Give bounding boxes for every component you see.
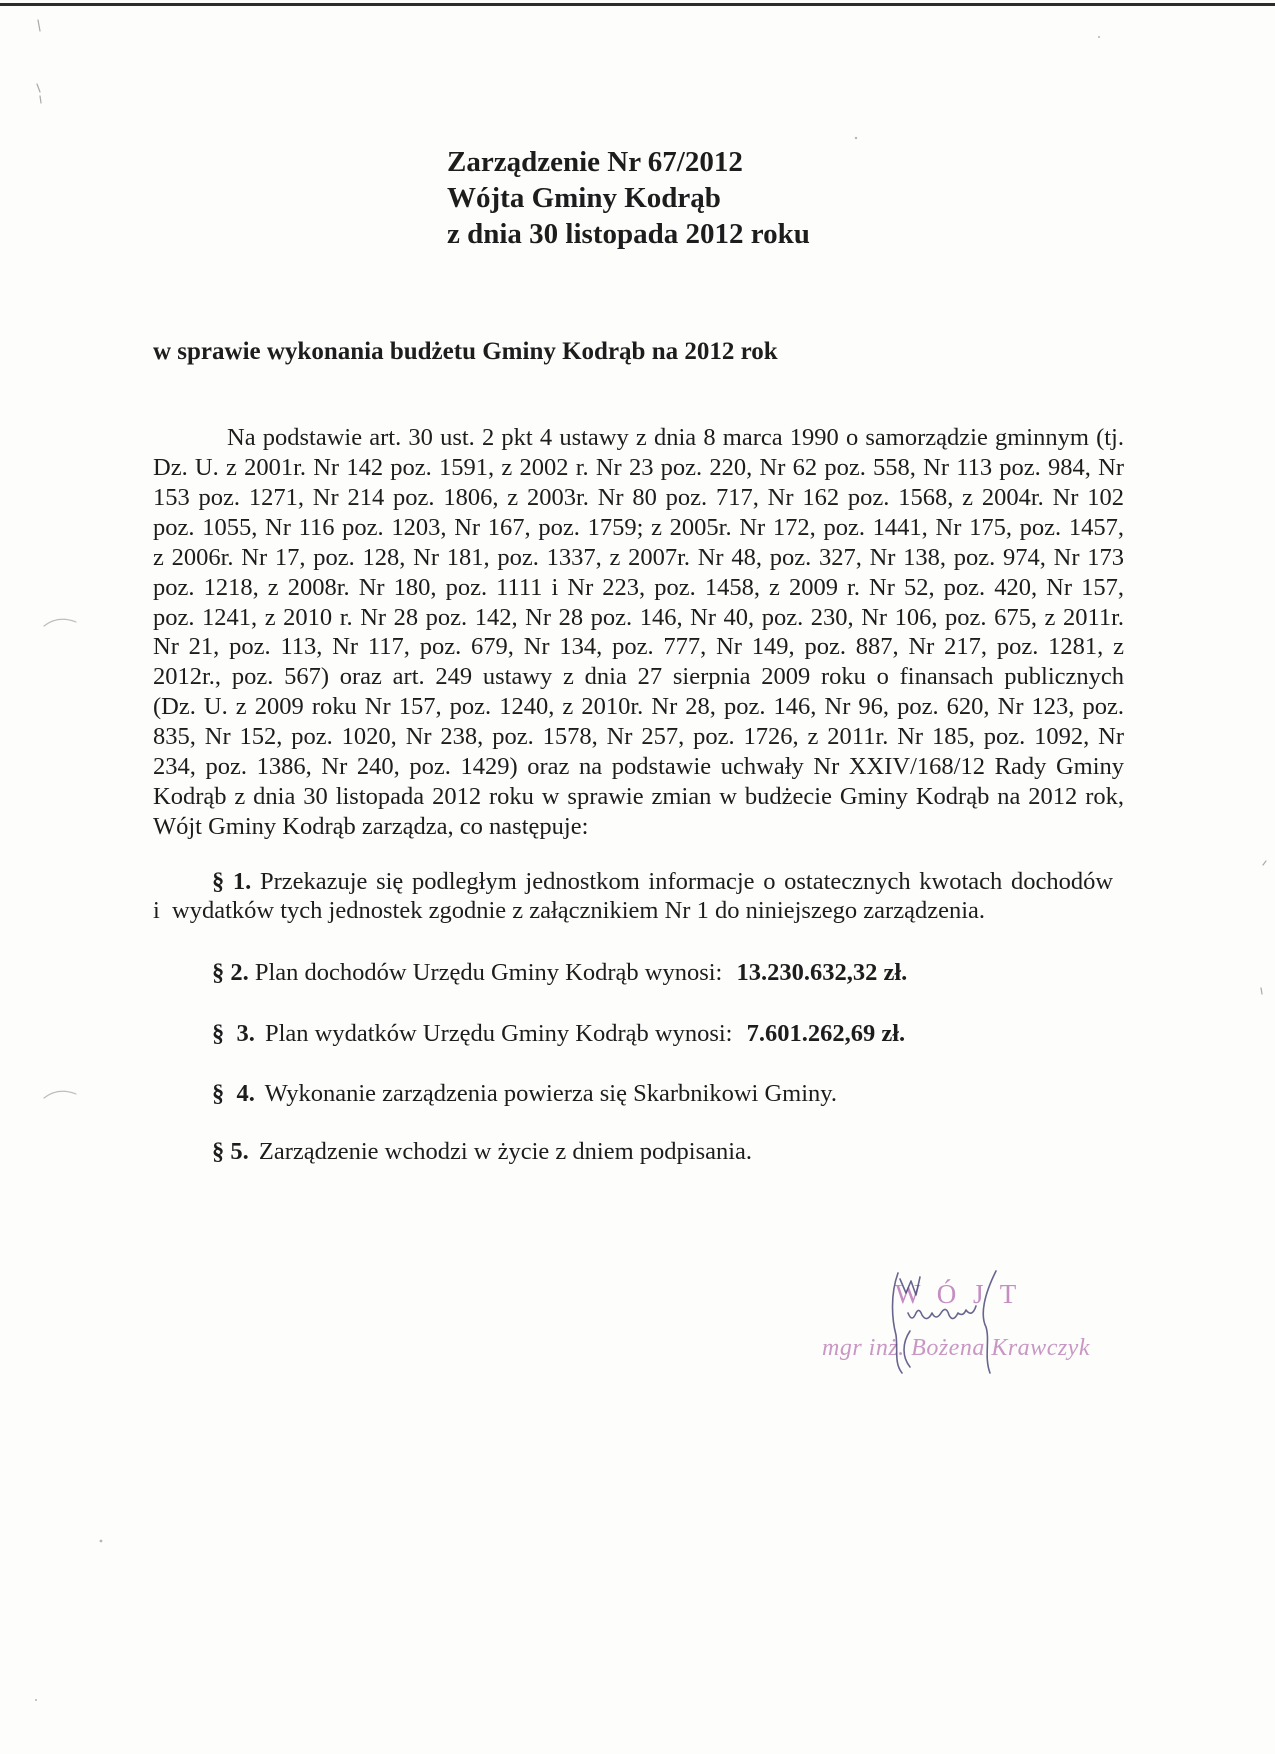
scan-speck (1261, 988, 1262, 994)
section-1-line (212, 868, 1113, 897)
section-text: Plan dochodów Urzędu Gminy Kodrąb wynosi: (254, 959, 723, 986)
scan-speck (37, 84, 40, 92)
preamble-line: 153 poz. 1271, Nr 214 poz. 1806, z 2003r. Nr 80 poz. 717, Nr 162 poz. 1568, z 2004r. Nr 102 (153, 483, 1124, 511)
preamble-paragraph (153, 423, 1124, 842)
preamble-line: Nr 21, poz. 113, Nr 117, poz. 679, Nr 134, poz. 777, Nr 149, poz. 887, Nr 217, poz. 1281, z (153, 633, 1124, 661)
section-mark: § 5. (212, 1138, 249, 1165)
preamble-line: Dz. U. z 2001r. Nr 142 poz. 1591, z 2002 r. Nr 23 poz. 220, Nr 62 poz. 558, Nr 113 poz. 984, Nr (153, 453, 1124, 481)
section-1 (153, 868, 1113, 925)
section-1-line: i wydatków tych jednostek zgodnie z załącznikiem Nr 1 do niniejszego zarządzenia. (153, 896, 985, 924)
official-stamp-name: mgr inż. Bożena Krawczyk (822, 1335, 1090, 1361)
section-mark: § 4. (212, 1080, 255, 1107)
preamble-line: poz. 1218, z 2008r. Nr 180, poz. 1111 i Nr 223, poz. 1458, z 2009 r. Nr 52, poz. 420, Nr 157, (153, 573, 1124, 601)
preamble-line: poz. 1055, Nr 116 poz. 1203, Nr 167, poz. 1759; z 2005r. Nr 172, poz. 1441, Nr 175, poz. 1457, (153, 513, 1124, 541)
section-text: Wykonanie zarządzenia powierza się Skarbnikowi Gminy. (264, 1080, 838, 1107)
section-text: Plan wydatków Urzędu Gminy Kodrąb wynosi: (265, 1020, 733, 1047)
document-title (447, 144, 810, 252)
scan-speck (35, 1699, 37, 1701)
scan-speck (1263, 861, 1266, 865)
section-mark: § 1. (212, 868, 252, 895)
preamble-line: z 2006r. Nr 17, poz. 128, Nr 181, poz. 1337, z 2007r. Nr 48, poz. 327, Nr 138, poz. 974, Nr 173 (153, 543, 1124, 571)
preamble-line: 2012r., poz. 567) oraz art. 249 ustawy z dnia 27 sierpnia 2009 roku o finansach publicznych (153, 663, 1124, 691)
section-2 (212, 958, 907, 988)
scan-speck (855, 137, 857, 139)
punch-hole-shadow (44, 619, 76, 626)
preamble-line: Wójt Gminy Kodrąb zarządza, co następuje: (153, 812, 589, 840)
section-4 (212, 1079, 837, 1109)
title-line-date: z dnia 30 listopada 2012 roku (447, 218, 810, 250)
section-text: Przekazuje się podległym jednostkom informacje o ostatecznych kwotach dochodów (259, 868, 1114, 895)
scan-speck (40, 96, 41, 103)
official-stamp-title: W Ó J T (895, 1279, 1022, 1309)
section-mark: § 2. (212, 959, 249, 986)
section-5 (212, 1137, 752, 1167)
scan-speck (100, 1540, 103, 1543)
preamble-line: 835, Nr 152, poz. 1020, Nr 238, poz. 1578, Nr 257, poz. 1726, z 2011r. Nr 185, poz. 1092, Nr (153, 723, 1124, 751)
title-line-issuer: Wójta Gminy Kodrąb (447, 182, 721, 214)
scan-speck (1098, 36, 1100, 38)
section-mark: § 3. (212, 1020, 255, 1047)
section-text: Zarządzenie wchodzi w życie z dniem podpisania. (258, 1138, 753, 1165)
income-plan-amount: 13.230.632,32 zł. (736, 959, 908, 986)
preamble-line: Na podstawie art. 30 ust. 2 pkt 4 ustawy z dnia 8 marca 1990 o samorządzie gminnym (tj. (227, 424, 1124, 451)
preamble-line: poz. 1241, z 2010 r. Nr 28 poz. 142, Nr 28 poz. 146, Nr 40, poz. 230, Nr 106, poz. 675, z 2011r. (153, 603, 1124, 631)
scan-speck (38, 20, 40, 31)
preamble-line: Kodrąb z dnia 30 listopada 2012 roku w sprawie zmian w budżecie Gminy Kodrąb na 2012 rok, (153, 783, 1124, 811)
document-subject: w sprawie wykonania budżetu Gminy Kodrąb na 2012 rok (153, 338, 778, 365)
preamble-line: (Dz. U. z 2009 roku Nr 157, poz. 1240, z 2010r. Nr 28, poz. 146, Nr 96, poz. 620, Nr 123, poz. (153, 693, 1124, 721)
expense-plan-amount: 7.601.262,69 zł. (746, 1020, 906, 1047)
section-3 (212, 1019, 905, 1049)
punch-hole-shadow (44, 1091, 76, 1098)
title-line-number: Zarządzenie Nr 67/2012 (447, 146, 743, 178)
preamble-line: 234, poz. 1386, Nr 240, poz. 1429) oraz na podstawie uchwały Nr XXIV/168/12 Rady Gminy (153, 753, 1124, 781)
scan-top-edge-line (0, 3, 1275, 6)
